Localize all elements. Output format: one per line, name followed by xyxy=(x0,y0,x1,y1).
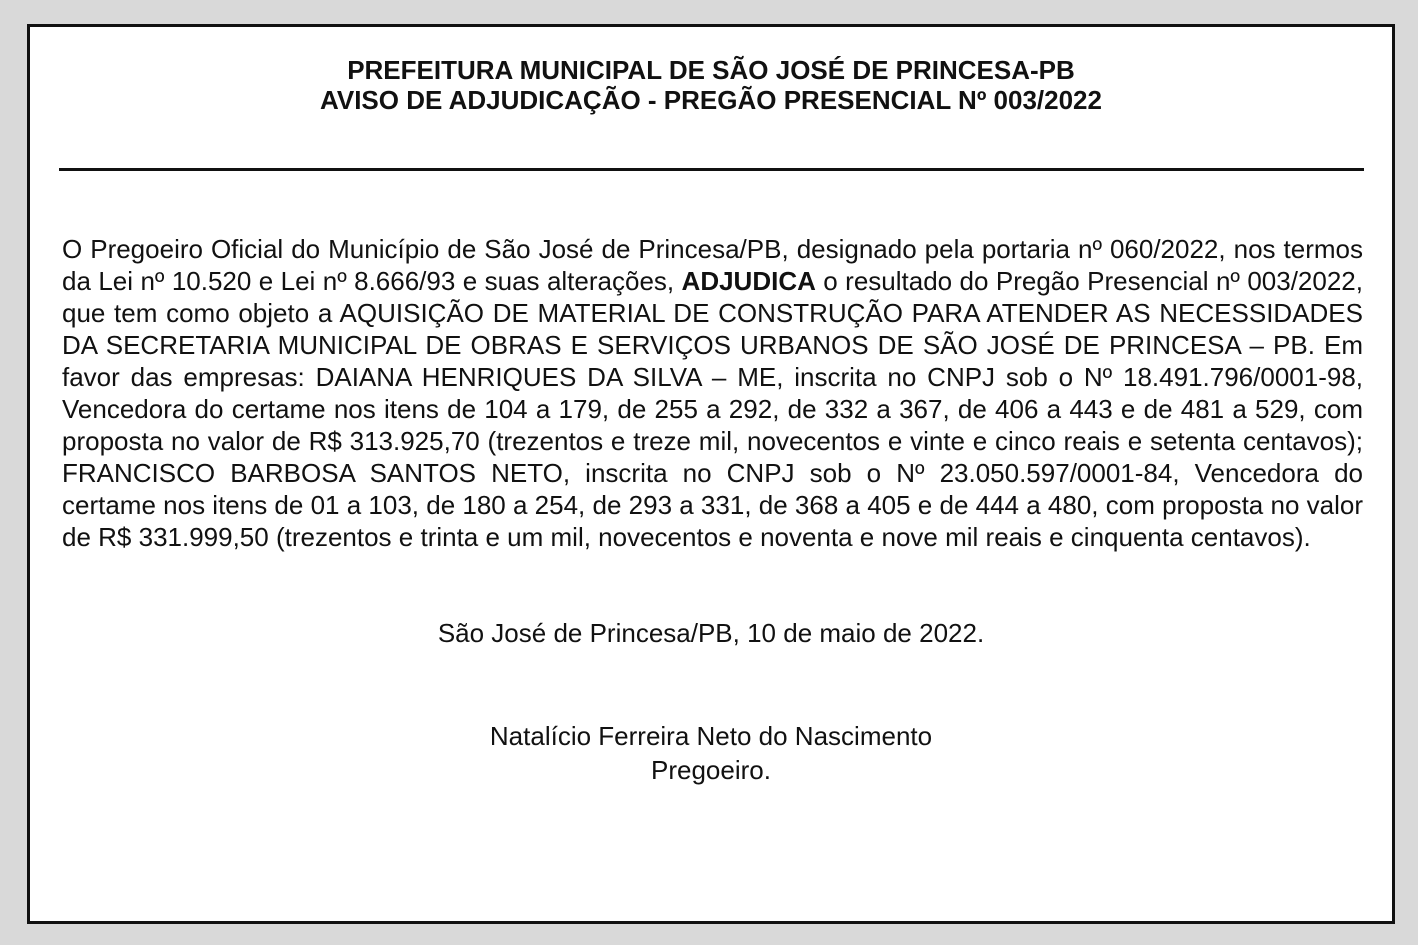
body-emphasis: ADJUDICA xyxy=(681,266,816,296)
municipality-title: PREFEITURA MUNICIPAL DE SÃO JOSÉ DE PRINCESA-PB xyxy=(347,55,1075,85)
signatory-name: Natalício Ferreira Neto do Nascimento xyxy=(489,721,933,751)
header-divider xyxy=(59,168,1364,171)
signature-block xyxy=(30,719,1392,787)
notice-body xyxy=(62,233,1363,553)
notice-header xyxy=(30,55,1392,115)
signatory-title: Pregoeiro. xyxy=(651,755,771,785)
notice-frame xyxy=(27,24,1395,924)
body-text-part1: O Pregoeiro Oficial do Município de São José de Princesa/PB, designado pela portaria nº 060/2022, nos termos da Lei nº 10.520 e Lei nº 8.666/93 e suas alterações, xyxy=(62,234,1363,296)
body-text-part2: o resultado do Pregão Presencial nº 003/2022, que tem como objeto a AQUISIÇÃO DE MATERIAL DE CONSTRUÇÃO PARA ATENDER AS NECESSIDADES DA SECRETARIA MUNICIPAL DE OBRAS E SERVIÇOS URBANOS DE SÃO JOSÉ DE PRINCESA – PB. Em favor das empresas: DAIANA HENRIQUES DA SILVA – ME, inscrita no CNPJ sob o Nº 18.491.796/0001-98, Vencedora do certame nos itens de 104 a 179, de 255 a 292, de 332 a 367, de 406 a 443 e de 481 a 529, com proposta no valor de R$ 313.925,70 (trezentos e treze mil, novecentos e vinte e cinco reais e setenta centavos); FRANCISCO BARBOSA SANTOS NETO, inscrita no CNPJ sob o Nº 23.050.597/0001-84, Vencedora do certame nos itens de 01 a 103, de 180 a 254, de 293 a 331, de 368 a 405 e de 444 a 480, com proposta no valor de R$ 331.999,50 (trezentos e trinta e um mil, novecentos e noventa e nove mil reais e cinquenta centavos). xyxy=(62,266,1363,552)
notice-title: AVISO DE ADJUDICAÇÃO - PREGÃO PRESENCIAL Nº 003/2022 xyxy=(320,85,1102,115)
date-line: São José de Princesa/PB, 10 de maio de 2022. xyxy=(437,618,985,648)
